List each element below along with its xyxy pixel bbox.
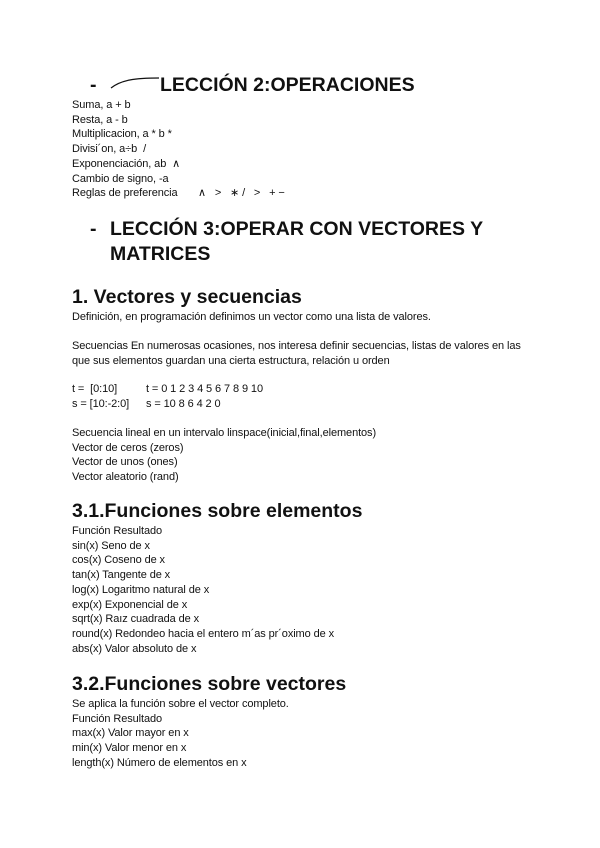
element-functions-list bbox=[72, 524, 334, 656]
list-item: min(x) Valor menor en x bbox=[72, 742, 187, 755]
list-item: Vector aleatorio (rand) bbox=[72, 471, 179, 484]
lesson-2-heading bbox=[90, 73, 590, 98]
preference-symbols: ∧ > ∗ / > + − bbox=[198, 187, 285, 200]
section-1-title: 1. Vectores y secuencias bbox=[72, 286, 302, 308]
lesson-3-heading bbox=[90, 217, 540, 267]
vector-whole-functions-list bbox=[72, 697, 289, 771]
heading-dash: - bbox=[90, 74, 97, 96]
list-item: Multiplicacion, a * b * bbox=[72, 128, 172, 141]
operations-list bbox=[72, 98, 285, 201]
result-cell: s = 10 8 6 4 2 0 bbox=[146, 397, 221, 410]
preference-rule bbox=[72, 186, 285, 201]
list-item: tan(x) Tangente de x bbox=[72, 569, 171, 582]
definition-text bbox=[72, 310, 431, 325]
list-item: round(x) Redondeo hacia el entero m´as pr´oximo de x bbox=[72, 627, 334, 640]
list-item: Suma, a + b bbox=[72, 99, 131, 111]
preference-label: Reglas de preferencia bbox=[72, 187, 178, 200]
list-item: Divisi´on, a÷b / bbox=[72, 143, 147, 156]
list-item: Vector de unos (ones) bbox=[72, 456, 178, 469]
heading-dash: - bbox=[90, 218, 97, 240]
vector-functions-list bbox=[72, 426, 376, 485]
list-item: sin(x) Seno de x bbox=[72, 539, 150, 552]
list-item: log(x) Logaritmo natural de x bbox=[72, 583, 210, 596]
sequences-text bbox=[72, 339, 522, 368]
section-3-1-title: 3.1.Funciones sobre elementos bbox=[72, 500, 363, 522]
list-item: abs(x) Valor absoluto de x bbox=[72, 642, 197, 655]
list-item: max(x) Valor mayor en x bbox=[72, 727, 189, 740]
paragraph: Definición, en programación definimos un vector como una lista de valores. bbox=[72, 311, 431, 323]
list-item: Función Resultado bbox=[72, 525, 163, 537]
result-cell: t = 0 1 2 3 4 5 6 7 8 9 10 bbox=[146, 383, 263, 395]
lesson-3-title: LECCIÓN 3:OPERAR CON VECTORES Y MATRICES bbox=[110, 218, 483, 265]
expression-cell: t = [0:10] bbox=[72, 383, 118, 395]
swoosh-mark-icon bbox=[109, 75, 161, 91]
paragraph: Secuencias En numerosas ocasiones, nos interesa definir secuencias, listas de valores en las que sus elementos guardan una cierta estructura, relación u orden bbox=[72, 340, 521, 367]
list-item: length(x) Número de elementos en x bbox=[72, 756, 247, 769]
list-item: Vector de ceros (zeros) bbox=[72, 441, 184, 454]
list-item: Función Resultado bbox=[72, 712, 163, 725]
list-item: Exponenciación, ab ∧ bbox=[72, 157, 181, 170]
list-item: Secuencia lineal en un intervalo linspace(inicial,final,elementos) bbox=[72, 427, 377, 439]
list-item: Resta, a - b bbox=[72, 113, 128, 126]
list-item: cos(x) Coseno de x bbox=[72, 554, 165, 567]
expression-cell: s = [10:-2:0] bbox=[72, 397, 130, 410]
lesson-2-title: LECCIÓN 2:OPERACIONES bbox=[160, 74, 415, 96]
list-item: sqrt(x) Raız cuadrada de x bbox=[72, 613, 200, 626]
list-item: Cambio de signo, -a bbox=[72, 172, 169, 185]
list-item: Se aplica la función sobre el vector completo. bbox=[72, 698, 289, 710]
section-3-2-title: 3.2.Funciones sobre vectores bbox=[72, 673, 347, 695]
list-item: exp(x) Exponencial de x bbox=[72, 598, 188, 611]
